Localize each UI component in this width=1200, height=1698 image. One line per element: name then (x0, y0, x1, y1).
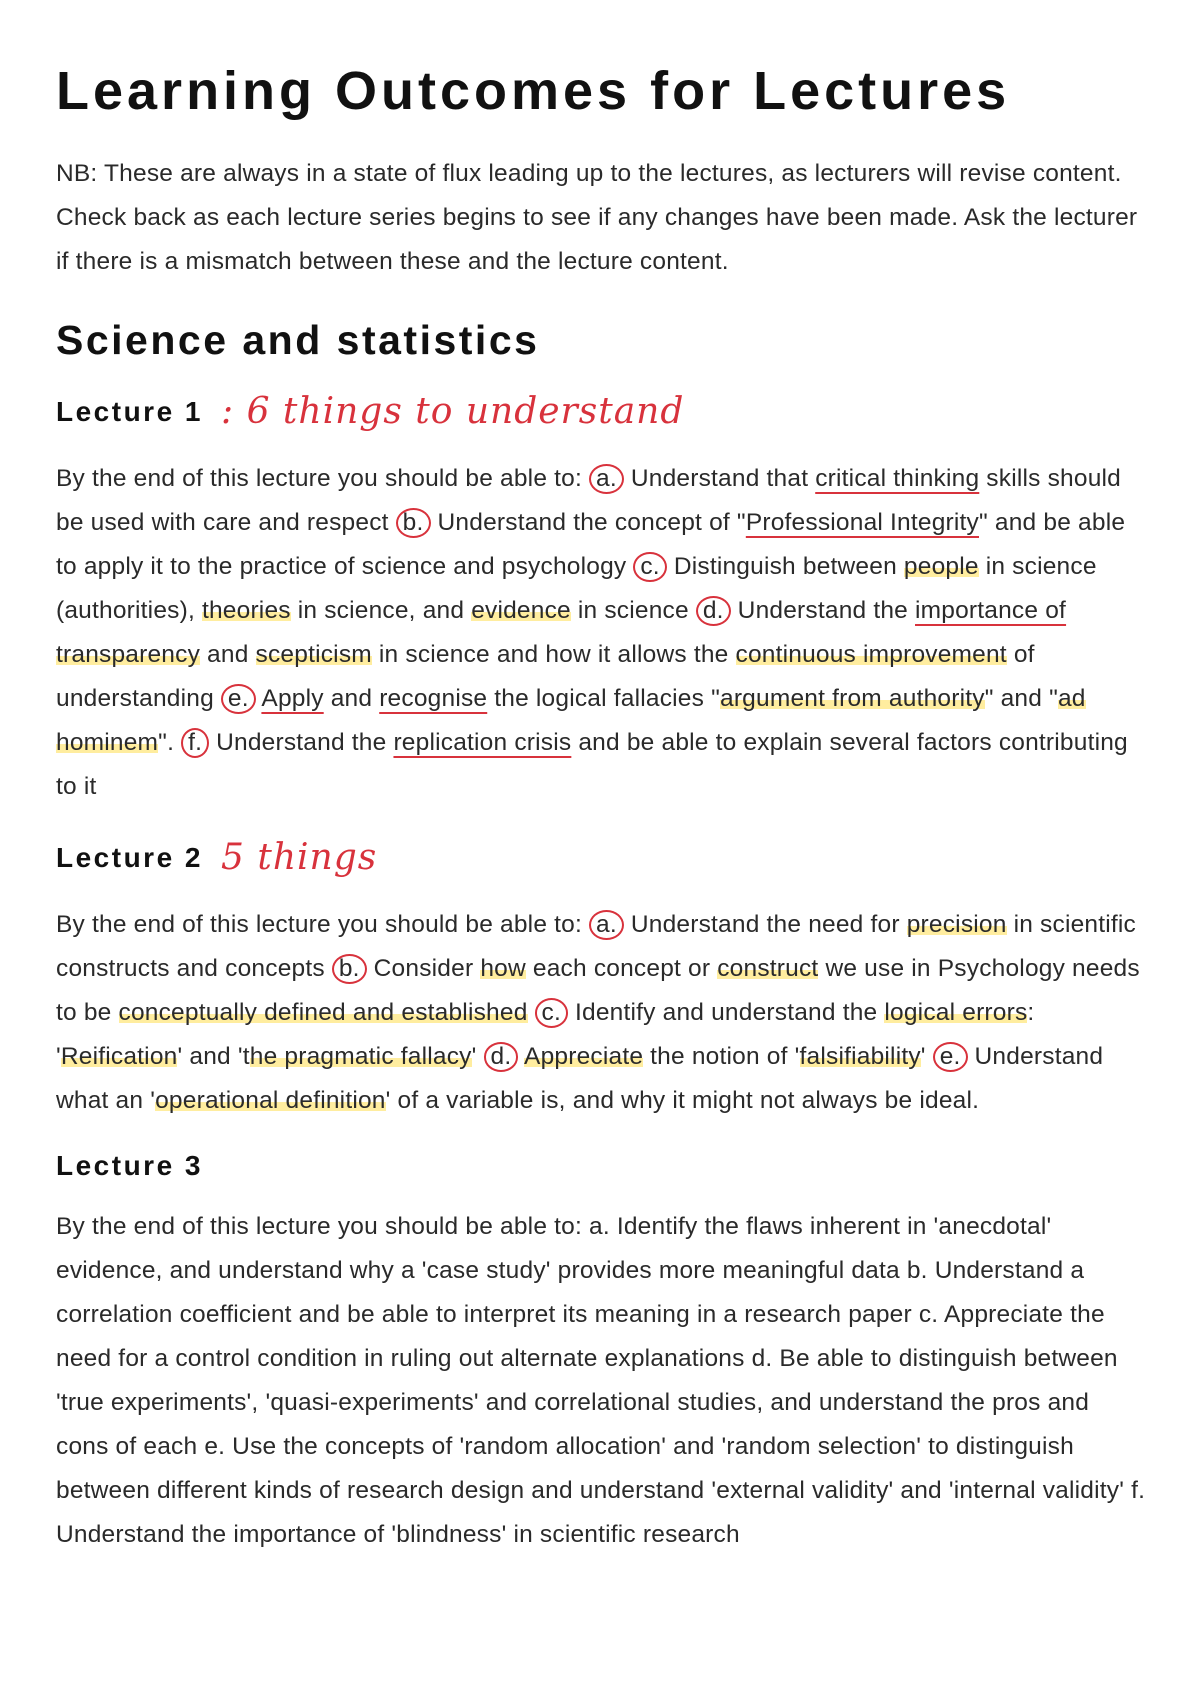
highlight-argument-from-authority: argument from authority (720, 685, 985, 713)
lecture-2-handwritten-note: 5 things (221, 837, 378, 879)
marker-a: a. (589, 464, 624, 494)
nb-note: NB: These are always in a state of flux leading up to the lectures, as lecturers will revise content. Check back as each lecture series begins to see if any changes have been made. Ask the lecturer if there is a mismatch between these and the lecture content. (56, 160, 1138, 276)
highlight-transparency: transparency (56, 641, 201, 669)
highlight-scepticism: scepticism (255, 641, 372, 669)
marker-d: d. (696, 596, 731, 626)
highlight-ad-hominem: ad hominem (56, 685, 1086, 757)
highlight-precision: precision (906, 911, 1007, 939)
page-title: Learning Outcomes for Lectures (56, 61, 1011, 121)
lecture-1-title: Lecture 1 (56, 396, 203, 428)
highlight-how: how (480, 955, 526, 983)
lecture-1-outcomes: By the end of this lecture you should be able to: a. Understand that critical thinking skills should be used with care and respect b. Understand the concept of "Professional Integrity" and be able to apply it to the practice of science and psychology c. Distinguish between people in science (authorities), theories in science, and evidence in science d. Understand the importance of transparency and scepticism in science and how it allows the continuous improvement of understanding e. Apply and recognise the logical fallacies "argument from authority" and "ad hominem". f. Understand the replication crisis and be able to explain several factors contributing to it (56, 465, 1128, 801)
underline-replication-crisis: replication crisis (393, 729, 572, 757)
lecture-3-outcomes: By the end of this lecture you should be able to: a. Identify the flaws inherent in 'anecdotal' evidence, and understand why a 'case study' provides more meaningful data b. Understand a correlation coefficient and be able to interpret its meaning in a research paper c. Appreciate the need for a control condition in ruling out alternate explanations d. Be able to distinguish between 'true experiments', 'quasi-experiments' and correlational studies, and understand the pros and cons of each e. Use the concepts of 'random allocation' and 'random selection' to distinguish between different kinds of research design and understand 'external validity' and 'internal validity' f. Understand the importance of 'blindness' in scientific research (56, 1213, 1146, 1549)
lecture-1-handwritten-note: : 6 things to understand (221, 391, 685, 433)
lecture-3 (56, 1145, 1146, 1557)
lecture-3-title: Lecture 3 (56, 1150, 203, 1182)
marker-b: b. (332, 954, 367, 984)
marker-a: a. (589, 910, 624, 940)
lecture-3-heading (56, 1145, 1146, 1187)
section-title: Science and statistics (56, 317, 540, 364)
marker-e: e. (221, 684, 256, 714)
highlight-evidence: evidence (471, 597, 571, 625)
highlight-falsifiability: falsifiability (799, 1043, 921, 1071)
lecture-1-heading (56, 385, 1146, 439)
document-page (56, 60, 1146, 1579)
lecture-2-heading (56, 831, 1146, 885)
lecture-1 (56, 385, 1146, 809)
highlight-construct: construct (717, 955, 819, 983)
highlight-pragmatic-fallacy: he pragmatic fallacy (249, 1043, 472, 1071)
highlight-conceptually-defined: conceptually defined and established (118, 999, 528, 1027)
lecture-2-title: Lecture 2 (56, 842, 203, 874)
marker-d: d. (484, 1042, 519, 1072)
highlight-logical-errors: logical errors (884, 999, 1028, 1027)
underline-apply: Apply (261, 685, 324, 713)
highlight-people: people (903, 553, 979, 581)
marker-c: c. (633, 552, 666, 582)
marker-f: f. (181, 728, 209, 758)
highlight-theories: theories (201, 597, 291, 625)
highlight-appreciate: Appreciate (524, 1043, 644, 1071)
marker-e: e. (933, 1042, 968, 1072)
highlight-operational-definition: operational definition (155, 1087, 386, 1115)
underline-critical-thinking: critical thinking (815, 465, 980, 493)
highlight-reification: Reification (60, 1043, 178, 1071)
lecture-2-outcomes: By the end of this lecture you should be able to: a. Understand the need for precision in scientific constructs and concepts b. Consider how each concept or construct we use in Psychology needs to be conceptually defined and established c. Identify and understand the logical errors: 'Reification' and 'the pragmatic fallacy' d. Appreciate the notion of 'falsifiability' e. Understand what an 'operational definition' of a variable is, and why it might not always be ideal. (56, 911, 1140, 1115)
underline-recognise: recognise (379, 685, 488, 713)
underline-importance-of: importance of (915, 597, 1067, 625)
underline-professional-integrity: Professional Integrity (745, 509, 979, 537)
marker-b: b. (396, 508, 431, 538)
highlight-continuous-improvement: continuous improvement (735, 641, 1007, 669)
marker-c: c. (535, 998, 568, 1028)
lecture-2 (56, 831, 1146, 1123)
